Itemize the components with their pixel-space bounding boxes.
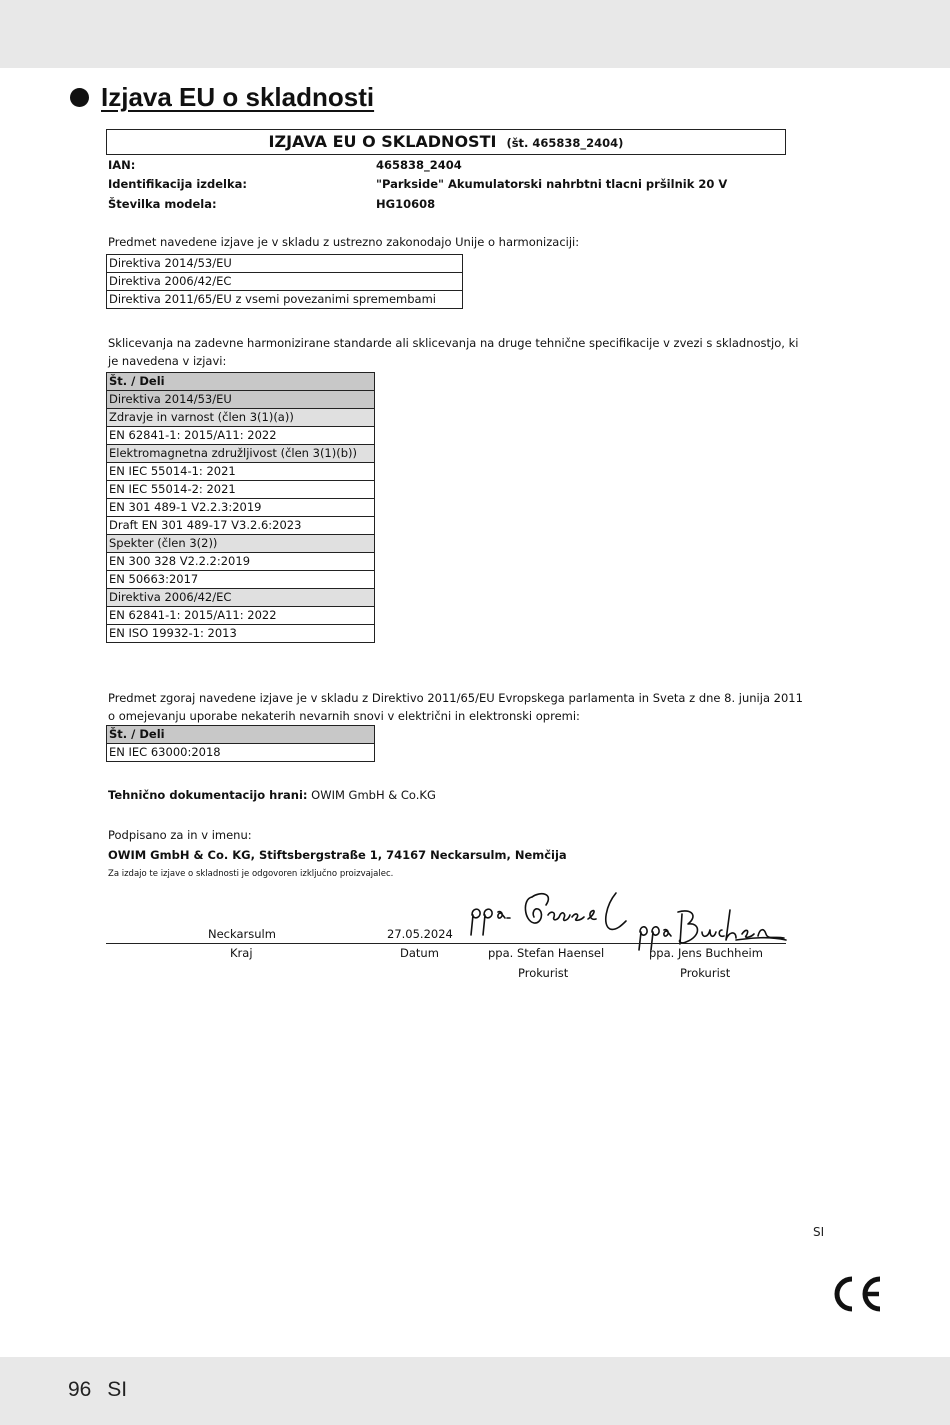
- table-row: [107, 427, 375, 445]
- table-cell: EN 62841-1: 2015/A11: 2022: [107, 607, 375, 625]
- signed-for: Podpisano za in v imenu:: [108, 828, 252, 842]
- table-row: [107, 463, 375, 481]
- techdoc-line: [108, 788, 436, 802]
- signer1-name: ppa. Stefan Haensel: [488, 946, 605, 960]
- table-cell: EN IEC 55014-1: 2021: [107, 463, 375, 481]
- table-cell: EN IEC 63000:2018: [107, 744, 375, 762]
- table-row: [107, 625, 375, 643]
- country-code: SI: [813, 1225, 825, 1239]
- table-row: [107, 589, 375, 607]
- table-row: [107, 481, 375, 499]
- table-cell: Elektromagnetna združljivost (člen 3(1)(b)): [107, 445, 375, 463]
- rohs-table: [106, 725, 375, 762]
- bottom-band: [0, 1357, 950, 1425]
- table-row: [107, 571, 375, 589]
- date-label: Datum: [400, 946, 439, 960]
- table-cell: Direktiva 2006/42/EC: [107, 589, 375, 607]
- table-cell: EN IEC 55014-2: 2021: [107, 481, 375, 499]
- page-title: Izjava EU o skladnosti: [101, 82, 375, 112]
- table-cell: Direktiva 2014/53/EU: [107, 391, 375, 409]
- bullet-icon: [70, 88, 89, 107]
- rohs-intro-line1: Predmet zgoraj navedene izjave je v skladu z Direktivo 2011/65/EU Evropskega parlamenta in Sveta z dne 8. junija 2011: [108, 691, 803, 705]
- page-number: 96: [68, 1378, 92, 1401]
- table-cell: EN 301 489-1 V2.2.3:2019: [107, 499, 375, 517]
- table-cell: Št. / Deli: [107, 726, 375, 744]
- page-footer: [68, 1378, 137, 1402]
- footer-lang: SI: [107, 1378, 128, 1401]
- table-row: [107, 373, 375, 391]
- model-label: Številka modela:: [108, 197, 217, 211]
- company-address: OWIM GmbH & Co. KG, Stiftsbergstraße 1, 74167 Neckarsulm, Nemčija: [108, 848, 567, 862]
- table-cell: Direktiva 2006/42/EC: [107, 273, 463, 291]
- product-value: "Parkside" Akumulatorski nahrbtni tlacni pršilnik 20 V: [376, 177, 728, 191]
- ian-label: IAN:: [108, 158, 136, 172]
- table-cell: Direktiva 2011/65/EU z vsemi povezanimi spremembami: [107, 291, 463, 309]
- signer2-role: Prokurist: [680, 966, 731, 980]
- table-cell: EN 50663:2017: [107, 571, 375, 589]
- table-cell: EN 300 328 V2.2.2:2019: [107, 553, 375, 571]
- table-cell: EN ISO 19932-1: 2013: [107, 625, 375, 643]
- place-label: Kraj: [230, 946, 253, 960]
- directives-table: [106, 254, 463, 309]
- ce-mark-icon: [830, 1275, 884, 1313]
- table-row: [107, 255, 463, 273]
- standards-intro-line1: Sklicevanja na zadevne harmonizirane standarde ali sklicevanja na druge tehnične specifikacije v zvezi s skladnostjo, ki: [108, 336, 799, 350]
- date-value: 27.05.2024: [387, 927, 453, 941]
- place-value: Neckarsulm: [208, 927, 276, 941]
- table-row: [107, 726, 375, 744]
- table-row: [107, 517, 375, 535]
- signature-haensel: [466, 885, 636, 945]
- signer1-role: Prokurist: [518, 966, 569, 980]
- table-row: [107, 445, 375, 463]
- table-row: [107, 499, 375, 517]
- declaration-title: IZJAVA EU O SKLADNOSTI: [268, 132, 497, 151]
- table-row: [107, 273, 463, 291]
- table-cell: Št. / Deli: [107, 373, 375, 391]
- table-row: [107, 553, 375, 571]
- section-heading: [70, 82, 374, 113]
- table-row: [107, 291, 463, 309]
- table-cell: Spekter (člen 3(2)): [107, 535, 375, 553]
- table-row: [107, 744, 375, 762]
- techdoc-label: Tehnično dokumentacijo hrani:: [108, 788, 308, 802]
- top-band: [0, 0, 950, 68]
- responsibility-note: Za izdajo te izjave o skladnosti je odgovoren izključno proizvajalec.: [108, 869, 394, 879]
- declaration-ref: (št. 465838_2404): [506, 136, 624, 150]
- harmonization-intro: Predmet navedene izjave je v skladu z ustrezno zakonodajo Unije o harmonizaciji:: [108, 235, 580, 249]
- table-row: [107, 535, 375, 553]
- table-row: [107, 607, 375, 625]
- rohs-intro-line2: o omejevanju uporabe nekaterih nevarnih snovi v električni in elektronski opremi:: [108, 709, 580, 723]
- standards-intro-line2: je navedena v izjavi:: [108, 354, 227, 368]
- table-cell: Draft EN 301 489-17 V3.2.6:2023: [107, 517, 375, 535]
- table-cell: Direktiva 2014/53/EU: [107, 255, 463, 273]
- signature-line: [106, 943, 786, 944]
- table-row: [107, 409, 375, 427]
- techdoc-value: OWIM GmbH & Co.KG: [311, 788, 436, 802]
- table-row: [107, 391, 375, 409]
- ian-value: 465838_2404: [376, 158, 462, 172]
- signer2-name: ppa. Jens Buchheim: [649, 946, 763, 960]
- model-value: HG10608: [376, 197, 436, 211]
- declaration-title-box: [106, 129, 786, 155]
- standards-table: [106, 372, 375, 643]
- table-cell: EN 62841-1: 2015/A11: 2022: [107, 427, 375, 445]
- product-label: Identifikacija izdelka:: [108, 177, 247, 191]
- table-cell: Zdravje in varnost (člen 3(1)(a)): [107, 409, 375, 427]
